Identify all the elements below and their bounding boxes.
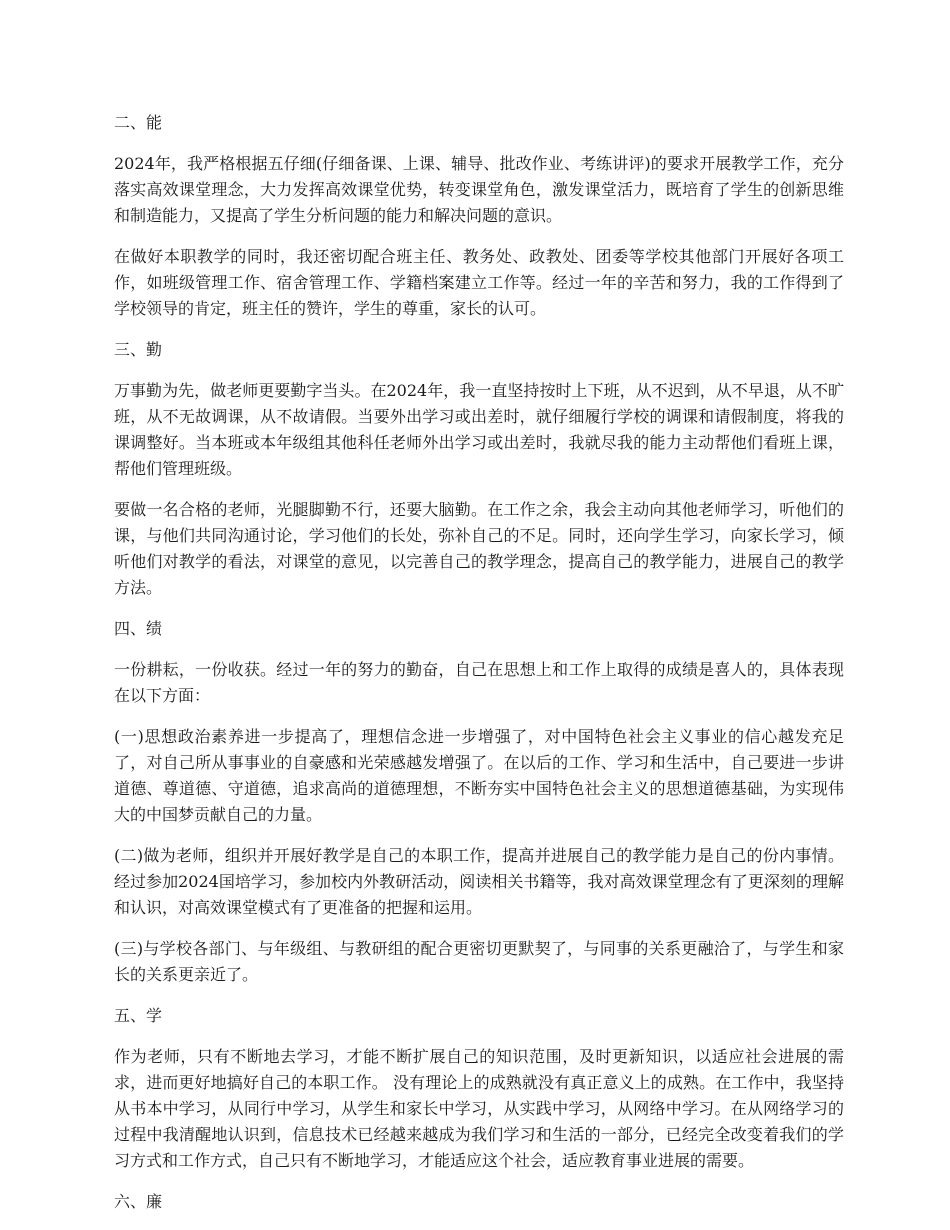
section-heading: 六、廉 [114,1192,163,1211]
paragraph: (一)思想政治素养进一步提高了，理想信念进一步增强了，对中国特色社会主义事业的信心越发充足了，对自己所从事事业的自豪感和光荣感越发增强了。在以后的工作、学习和生活中，自己要进一步讲道德、尊道德、守道德，追求高尚的道德理想，不断夯实中国特色社会主义的思想道德基础，为实现伟大的中国梦贡献自己的力量。 [114,727,844,824]
paragraph: 要做一名合格的老师，光腿脚勤不行，还要大脑勤。在工作之余，我会主动向其他老师学习，听他们的课，与他们共同沟通讨论，学习他们的长处，弥补自己的不足。同时，还向学生学习，向家长学习，倾听他们对教学的看法，对课堂的意见，以完善自己的教学理念，提高自己的教学能力，进展自己的教学方法。 [114,500,844,597]
section-heading: 二、能 [114,113,163,132]
section-heading: 五、学 [114,1006,163,1025]
paragraph: (二)做为老师，组织并开展好教学是自己的本职工作，提高并进展自己的教学能力是自己的份内事情。经过参加2024国培学习，参加校内外教研活动，阅读相关书籍等，我对高效课堂理念有了更深刻的理解和认识，对高效课堂模式有了更准备的把握和运用。 [114,846,844,917]
paragraph: 作为老师，只有不断地去学习，才能不断扩展自己的知识范围，及时更新知识，以适应社会进展的需求，进而更好地搞好自己的本职工作。 没有理论上的成熟就没有真正意义上的成熟。在工作中，我坚持从书本中学习，从同行中学习，从学生和家长中学习，从实践中学习，从网络中学习。在从网络学习的过程中我清醒地认识到，信息技术已经越来越成为我们学习和生活的一部分，已经完全改变着我们的学习方式和工作方式，自己只有不断地学习，才能适应这个社会，适应教育事业进展的需要。 [114,1047,844,1170]
paragraph: 万事勤为先，做老师更要勤字当头。在2024年，我一直坚持按时上下班，从不迟到，从不早退，从不旷班，从不无故调课，从不故请假。当要外出学习或出差时，就仔细履行学校的调课和请假制度，将我的课调整好。当本班或本年级组其他科任老师外出学习或出差时，我就尽我的能力主动帮他们看班上课，帮他们管理班级。 [114,381,844,478]
paragraph: (三)与学校各部门、与年级组、与教研组的配合更密切更默契了，与同事的关系更融洽了，与学生和家长的关系更亲近了。 [114,939,844,984]
document-page [114,110,844,1230]
paragraph: 在做好本职教学的同时，我还密切配合班主任、教务处、政教处、团委等学校其他部门开展好各项工作，如班级管理工作、宿舍管理工作、学籍档案建立工作等。经过一年的辛苦和努力，我的工作得到了学校领导的肯定，班主任的赞许，学生的尊重，家长的认可。 [114,247,844,318]
paragraph: 一份耕耘，一份收获。经过一年的努力的勤奋，自己在思想上和工作上取得的成绩是喜人的，具体表现在以下方面： [114,660,844,705]
paragraph: 2024年，我严格根据五仔细(仔细备课、上课、辅导、批改作业、考练讲评)的要求开展教学工作，充分落实高效课堂理念，大力发挥高效课堂优势，转变课堂角色，激发课堂活力，既培育了学生的创新思维和制造能力，又提高了学生分析问题的能力和解决问题的意识。 [114,154,844,225]
section-heading: 三、勤 [114,340,163,359]
section-heading: 四、绩 [114,619,163,638]
